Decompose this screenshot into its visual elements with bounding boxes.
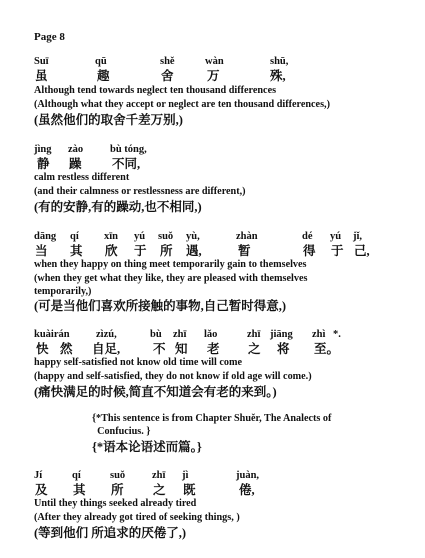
footnote-text: {*This sentence is from Chapter Shuěr, The Analects of [92, 413, 332, 424]
hanzi-character: 虽 [35, 69, 48, 83]
hanzi-character: 己, [354, 244, 370, 258]
hanzi-character: 其 [70, 244, 83, 258]
hanzi-character: 老 [207, 342, 220, 356]
hanzi-character: 其 [73, 483, 86, 497]
chinese-translation: (可是当他们喜欢所接触的事物,自己暂时得意,) [34, 299, 287, 313]
hanzi-character: 得 [303, 244, 316, 258]
pinyin-syllable: jì [182, 470, 189, 481]
hanzi-character: 至。 [314, 342, 340, 356]
pinyin-syllable: zhī [247, 329, 261, 340]
footnote-chinese: {*语本论语述而篇。} [92, 440, 202, 454]
footnote-text-continued: Confucius. } [92, 426, 151, 437]
english-translation: (and their calmness or restlessness are different,) [34, 186, 246, 197]
pinyin-syllable: qí [70, 231, 79, 242]
pinyin-syllable: kuàirán [34, 329, 70, 340]
hanzi-character: 倦, [239, 483, 255, 497]
hanzi-character: 所 [111, 483, 124, 497]
pinyin-syllable: dé [302, 231, 313, 242]
hanzi-character: 舍 [161, 69, 174, 83]
pinyin-syllable: zhàn [236, 231, 258, 242]
pinyin-syllable: bù tóng, [110, 144, 147, 155]
pinyin-syllable: zào [68, 144, 84, 155]
pinyin-syllable: zìzú, [96, 329, 117, 340]
pinyin-syllable: shū, [270, 56, 289, 67]
hanzi-character: 既 [183, 483, 196, 497]
hanzi-character: 不同, [112, 157, 141, 171]
english-translation-continued: temporarily,) [34, 286, 92, 297]
pinyin-syllable: xīn [104, 231, 119, 242]
pinyin-syllable: jìng [34, 144, 52, 155]
hanzi-character: 及 [35, 483, 48, 497]
chinese-translation: (有的安静,有的躁动,也不相同,) [34, 200, 202, 214]
pinyin-syllable: jiāng [270, 329, 293, 340]
hanzi-character: 不 [153, 342, 166, 356]
pinyin-syllable: qū [95, 56, 107, 67]
chinese-translation: (等到他们 所追求的厌倦了,) [34, 526, 187, 540]
hanzi-character: 遇, [186, 244, 202, 258]
pinyin-syllable: zhì [312, 329, 326, 340]
pinyin-syllable: zhī [173, 329, 187, 340]
hanzi-character: 快 [36, 342, 49, 356]
pinyin-syllable: bù [150, 329, 162, 340]
hanzi-character: 将 [277, 342, 290, 356]
pinyin-syllable: Suī [34, 56, 49, 67]
word-gloss: when they happy on thing meet temporarily gain to themselves [34, 259, 307, 270]
hanzi-character: 于 [331, 244, 344, 258]
pinyin-syllable: shě [160, 56, 175, 67]
pinyin-syllable: yù, [186, 231, 200, 242]
hanzi-character: 趣 [97, 69, 110, 83]
chinese-translation: (虽然他们的取舍千差万别,) [34, 113, 183, 127]
pinyin-syllable: dāng [34, 231, 57, 242]
hanzi-character: 知 [175, 342, 188, 356]
hanzi-character: 所 [160, 244, 173, 258]
hanzi-character: 自足, [92, 342, 121, 356]
pinyin-syllable: wàn [205, 56, 224, 67]
pinyin-syllable: qí [72, 470, 81, 481]
pinyin-syllable: zhī [152, 470, 166, 481]
pinyin-syllable: yú [134, 231, 146, 242]
word-gloss: happy self-satisfied not know old time will come [34, 357, 242, 368]
word-gloss: calm restless different [34, 172, 130, 183]
pinyin-syllable: jǐ, [353, 231, 363, 242]
hanzi-character: 然 [60, 342, 73, 356]
english-translation: (when they get what they like, they are pleased with themselves [34, 273, 308, 284]
hanzi-character: 暂 [238, 244, 251, 258]
pinyin-syllable: juàn, [236, 470, 260, 481]
pinyin-syllable: suǒ [158, 231, 174, 242]
footnote-marker: *. [333, 329, 341, 340]
word-gloss: Until they things seeked already tired [34, 498, 197, 509]
hanzi-character: 躁 [69, 157, 82, 171]
hanzi-character: 之 [153, 483, 166, 497]
hanzi-character: 当 [35, 244, 48, 258]
english-translation: (happy and self-satisfied, they do not know if old age will come.) [34, 371, 312, 382]
pinyin-syllable: Jí [34, 470, 43, 481]
hanzi-character: 静 [37, 157, 50, 171]
hanzi-character: 于 [134, 244, 147, 258]
hanzi-character: 欣 [105, 244, 118, 258]
word-gloss: Although tend towards neglect ten thousand differences [34, 85, 277, 96]
chinese-translation: (痛快满足的时候,简直不知道会有老的来到。) [34, 385, 277, 399]
english-translation: (After they already got tired of seeking things, ) [34, 512, 240, 523]
page-number: Page 8 [34, 31, 65, 43]
hanzi-character: 万 [207, 69, 220, 83]
english-translation: (Although what they accept or neglect are ten thousand differences,) [34, 99, 330, 110]
hanzi-character: 殊, [270, 69, 286, 83]
pinyin-syllable: suǒ [110, 470, 126, 481]
hanzi-character: 之 [248, 342, 261, 356]
pinyin-syllable: lǎo [204, 329, 218, 340]
pinyin-syllable: yú [330, 231, 342, 242]
